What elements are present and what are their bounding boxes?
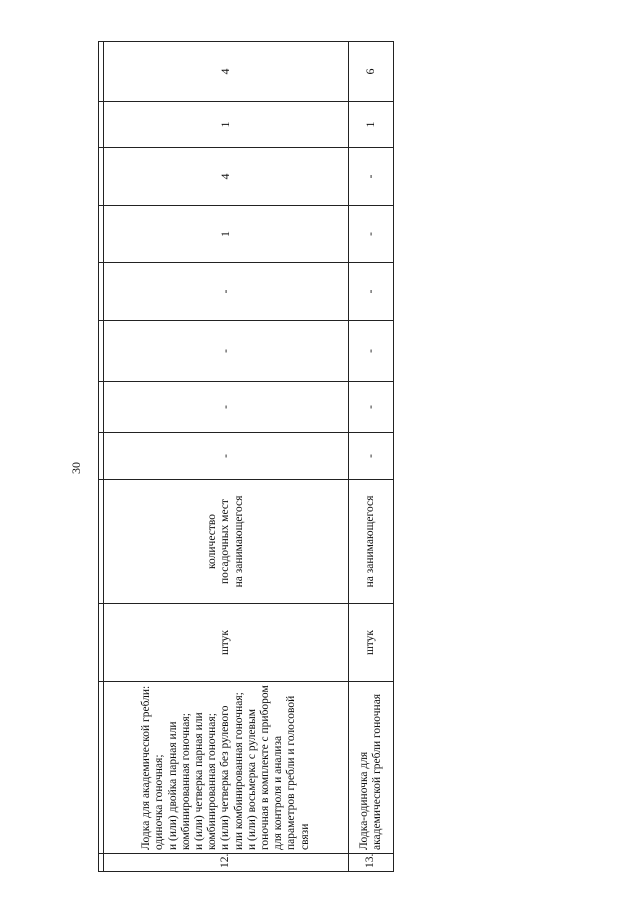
row-value: 4 xyxy=(104,148,349,206)
row-value: - xyxy=(349,433,394,480)
row-unit: штук xyxy=(104,604,349,682)
row-value: 1 xyxy=(104,102,349,148)
row-value: 1 xyxy=(349,102,394,148)
row-calc: на занимающегося xyxy=(349,480,394,604)
row-value: - xyxy=(349,148,394,206)
row-number: 13. xyxy=(349,854,394,872)
row-name: Лодка для академической гребли: одиночка гоночная; и (или) двойка парная или комбинированная гоночная; и (или) четверка парная или комбинированная гоночная; и (или) четверка без рулевого или комбинированная гоночная; и (или) восьмерка с рулевым гоночная в комплекте с прибором для контроля и анализа параметров гребли и голосовой связи xyxy=(104,682,349,854)
row-value: - xyxy=(104,433,349,480)
row-value: - xyxy=(104,382,349,433)
row-value: - xyxy=(349,321,394,382)
row-unit: штук xyxy=(349,604,394,682)
row-name: Лодка-одиночка для академической гребли гоночная xyxy=(349,682,394,854)
equipment-table xyxy=(98,42,393,872)
row-value: 1 xyxy=(104,206,349,263)
table-row xyxy=(104,42,349,872)
row-value: - xyxy=(104,263,349,321)
page-number: 30 xyxy=(69,462,83,474)
row-value: - xyxy=(349,382,394,433)
row-calc: количество посадочных мест на занимающегося xyxy=(104,480,349,604)
row-value: - xyxy=(104,321,349,382)
table-row xyxy=(349,42,394,872)
row-value: 4 xyxy=(104,42,349,102)
row-value: 6 xyxy=(349,42,394,102)
row-number: 12. xyxy=(104,854,349,872)
row-value: - xyxy=(349,263,394,321)
row-value: - xyxy=(349,206,394,263)
